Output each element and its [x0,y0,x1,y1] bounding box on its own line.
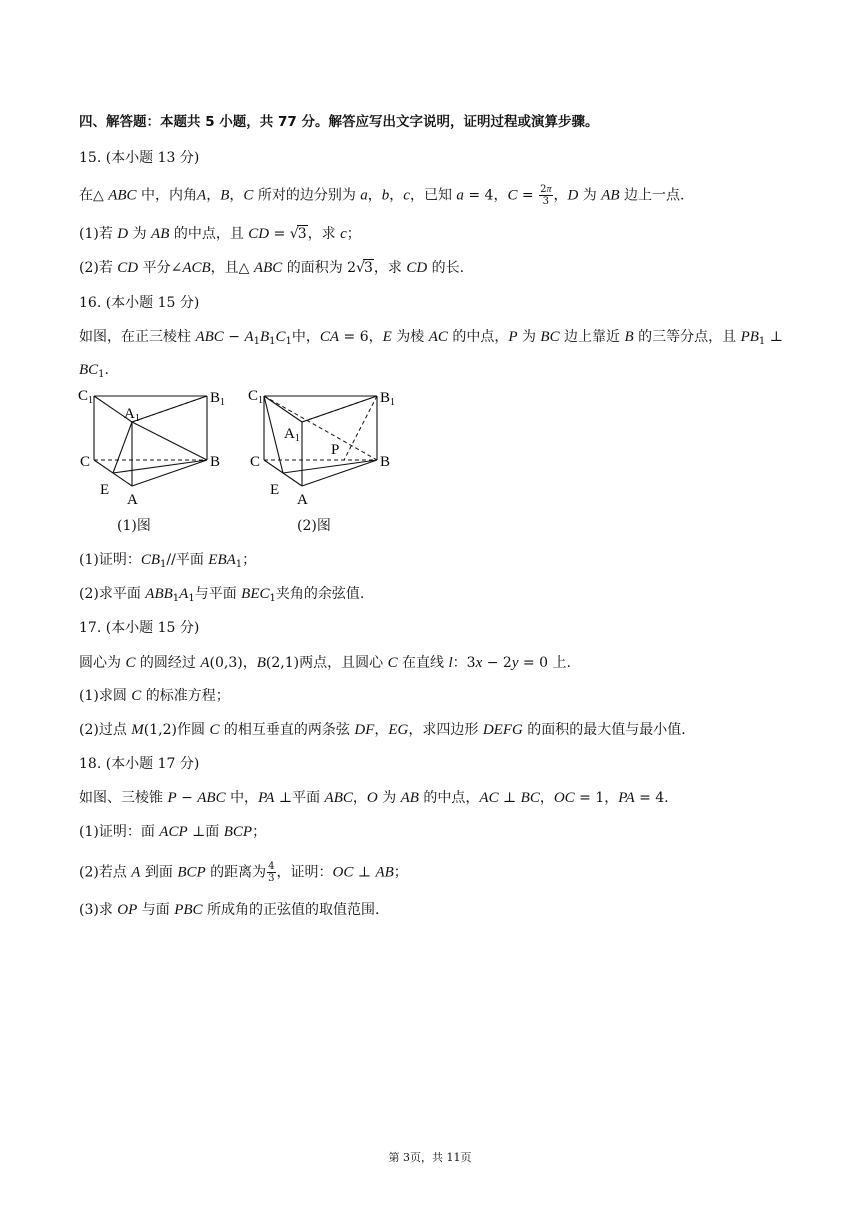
svg-text:A1: $A_1$ [284,426,300,444]
svg-text:B: B [210,454,221,470]
q18-part1: (1)证明：面 ACP ⊥面 BCP； [79,824,267,840]
q17-part2: (2)过点 M(1,2)作圆 C 的相互垂直的两条弦 DF，EG，求四边形 DEFG 的面积的最大值与最小值. [79,722,686,738]
svg-text:A1: $A_1$ [124,406,140,424]
fraction-4-over-3: $\frac{4}{3}$ [268,861,275,884]
svg-text:C: C [250,454,261,470]
figure-2-caption: (2)图 [297,518,331,534]
figure-1-caption: (1)图 [117,518,151,534]
svg-text:B1: $B_1$ [210,390,226,408]
q17-stem: 圆心为 C 的圆经过 A(0,3)，B(2,1)两点，且圆心 C 在直线 l：3x − 2y = 0 上. [79,655,571,671]
q18-part2: (2)若点 A 到面 BCP 的距离为 $\frac{4}{3}$ ，证明：OC ⊥ AB； [79,861,408,884]
svg-text:A: A [297,492,308,508]
q15-stem: 在△ ABC 中，内角A，B，C 所对的边分别为 a，b，c，已知 a = 4，C = $\frac{2\pi}{3}$ ，D 为 AB 边上一点. [79,184,685,207]
q15-header: 15. (本小题 13 分) [79,150,200,166]
q16-part1: (1)证明：$CB_1//$平面 $EBA_1$； [79,552,257,570]
q16-stem-line1: 如图，在正三棱柱 ABC − $A_1B_1C_1$中，CA = 6，E 为棱 AC 的中点，P 为 BC 边上靠近 B 的三等分点，且 $PB_1$ ⊥ [79,329,783,347]
svg-text:B: B [380,454,391,470]
svg-text:C1: $C_1$ [78,388,94,406]
page-footer: 第 3页，共 11页 [388,1151,472,1164]
prism-figure-2 [244,382,404,512]
q16-header: 16. (本小题 15 分) [79,295,200,311]
section-heading: 四、解答题：本题共 5 小题，共 77 分。解答应写出文字说明，证明过程或演算步骤。 [79,114,599,130]
q16-part2: (2)求平面 $ABB_1A_1$与平面 $BEC_1$夹角的余弦值. [79,586,365,604]
q17-part1: (1)求圆 C 的标准方程； [79,688,230,704]
q18-part3: (3)求 OP 与面 PBC 所成角的正弦值的取值范围. [79,902,380,918]
svg-text:A: A [127,492,138,508]
prism-figure-1 [74,382,234,512]
q15-part2: (2)若 CD 平分∠ACB，且△ ABC 的面积为 2√3，求 CD 的长. [79,260,465,276]
q16-stem-line2: $BC_1$. [79,362,109,380]
svg-text:E: E [100,482,110,498]
q17-header: 17. (本小题 15 分) [79,620,200,636]
fraction-2pi-over-3: $\frac{2\pi}{3}$ [540,184,552,207]
svg-text:E: E [270,482,280,498]
q18-stem: 如图、三棱锥 P − ABC 中，PA ⊥平面 ABC，O 为 AB 的中点，AC ⊥ BC，OC = 1，PA = 4. [79,790,669,806]
q18-header: 18. (本小题 17 分) [79,756,200,772]
svg-text:B1: $B_1$ [380,390,396,408]
svg-text:P: P [331,442,340,458]
svg-text:C: C [80,454,91,470]
svg-text:C1: $C_1$ [248,388,264,406]
q15-part1: (1)若 D 为 AB 的中点，且 CD = √3，求 c； [79,226,361,242]
